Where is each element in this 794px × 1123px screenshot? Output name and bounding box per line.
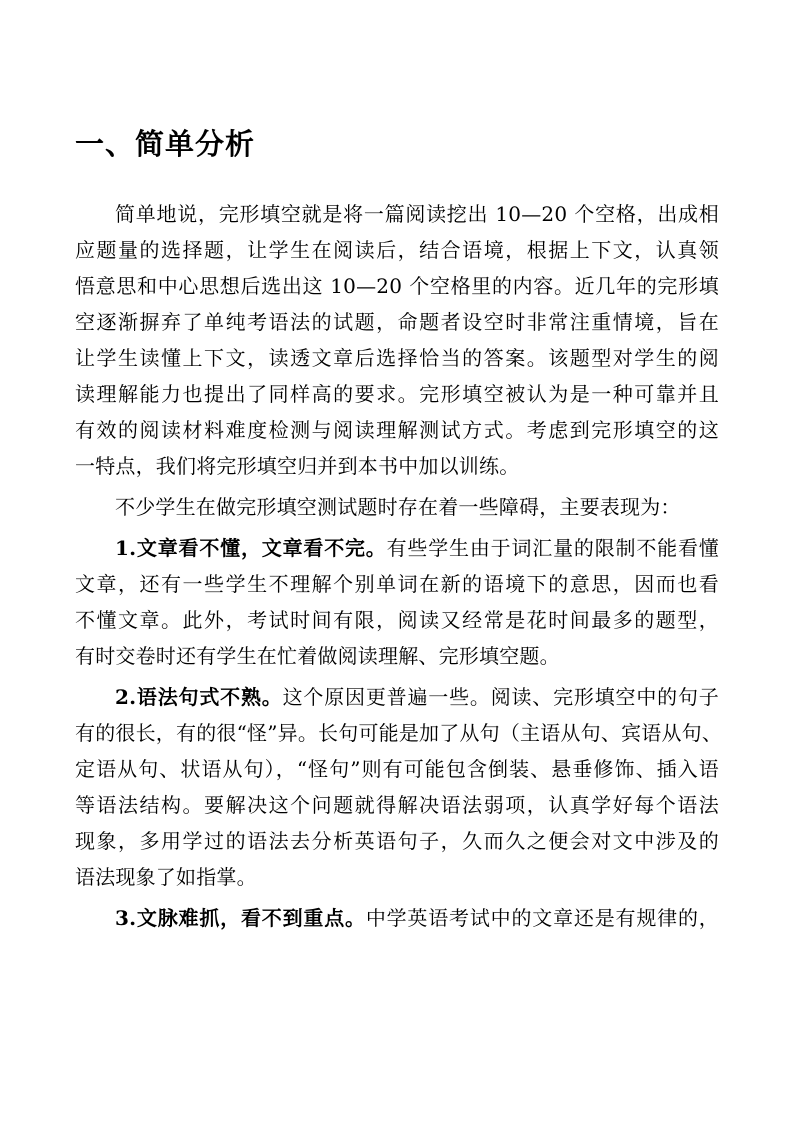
paragraph-intro	[75, 196, 719, 484]
text-line: 不少学生在做完形填空测试题时存在着一些障碍，主要表现为：	[115, 495, 681, 519]
text-line: 空逐渐摒弃了单纯考语法的试题，命题者设空时非常注重情境，旨在	[75, 310, 719, 334]
text-line: 一特点，我们将完形填空归并到本书中加以训练。	[75, 454, 520, 478]
document-body	[75, 196, 723, 936]
text-line	[75, 530, 719, 566]
text-line: 有时交卷时还有学生在忙着做阅读理解、完形填空题。	[75, 644, 560, 668]
text-span: 这个原因更普遍一些。阅读、完形填空中的句子	[282, 685, 719, 709]
text-line: 定语从句、状语从句），“怪句”则有可能包含倒装、悬垂修饰、插入语	[75, 757, 719, 781]
text-line	[75, 679, 719, 715]
point-title: 2.语法句式不熟。	[115, 685, 283, 709]
text-line	[75, 900, 719, 936]
text-line: 应题量的选择题，让学生在阅读后，结合语境，根据上下文，认真领	[75, 238, 719, 262]
paragraph-point-2	[75, 679, 723, 895]
text-line: 等语法结构。要解决这个问题就得解决语法弱项，认真学好每个语法	[75, 793, 719, 817]
paragraph-obstacles	[75, 489, 719, 525]
text-line: 有的很长，有的很“怪”异。长句可能是加了从句（主语从句、宾语从句、	[75, 721, 723, 745]
text-line: 读理解能力也提出了同样高的要求。完形填空被认为是一种可靠并且	[75, 382, 719, 406]
text-span: 中学英语考试中的文章还是有规律的，	[365, 906, 719, 930]
text-line: 让学生读懂上下文，读透文章后选择恰当的答案。该题型对学生的阅	[75, 346, 719, 370]
paragraph-point-3	[75, 900, 719, 936]
text-line: 悟意思和中心思想后选出这 10—20 个空格里的内容。近几年的完形填	[75, 274, 719, 298]
text-line: 语法现象了如指掌。	[75, 865, 257, 889]
text-span: 有些学生由于词汇量的限制不能看懂	[386, 536, 719, 560]
text-line: 现象，多用学过的语法去分析英语句子，久而久之便会对文中涉及的	[75, 829, 719, 853]
paragraph-point-1	[75, 530, 719, 674]
point-title: 3.文脉难抓，看不到重点。	[115, 906, 366, 930]
text-line: 有效的阅读材料难度检测与阅读理解测试方式。考虑到完形填空的这	[75, 418, 719, 442]
text-line: 简单地说，完形填空就是将一篇阅读挖出 10—20 个空格，出成相	[115, 202, 719, 226]
section-heading: 一、简单分析	[75, 127, 256, 161]
text-line: 文章，还有一些学生不理解个别单词在新的语境下的意思，因而也看	[75, 572, 719, 596]
text-line: 不懂文章。此外，考试时间有限，阅读又经常是花时间最多的题型，	[75, 608, 719, 632]
point-title: 1.文章看不懂，文章看不完。	[115, 536, 387, 560]
